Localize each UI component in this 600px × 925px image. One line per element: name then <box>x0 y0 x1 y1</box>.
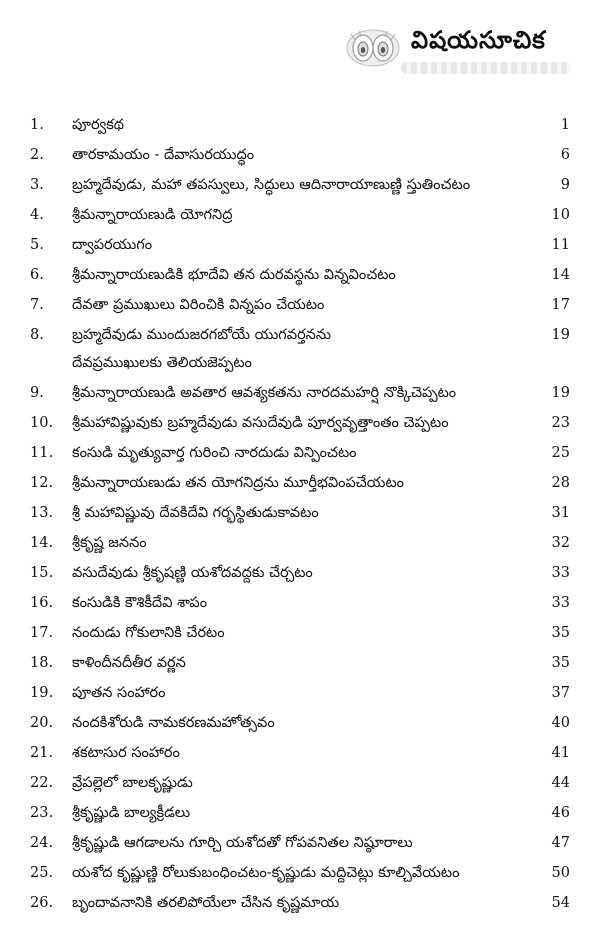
toc-entry-page: 19 <box>551 327 570 343</box>
toc-entry-title: యశోద కృష్ణుణ్ణి రోలుకుబంధించటం-కృష్ణుడు మద్దిచెట్లు కూల్చివేయటం <box>72 865 460 881</box>
toc-entry-title: దేవతా ప్రముఖులు విరించికి విన్నపం చేయటం <box>72 297 325 313</box>
toc-entry-page: 54 <box>551 895 570 911</box>
toc-entry <box>30 558 570 588</box>
toc-entry <box>30 140 570 170</box>
toc-entry-number: 8. <box>30 327 44 343</box>
toc-entry-title: నందుడు గోకులానికి చేరటం <box>72 625 225 641</box>
toc-entry-title: తారకామయం - దేవాసురయుద్ధం <box>72 147 255 163</box>
toc-entry-number: 21. <box>30 745 54 761</box>
toc-entry <box>30 408 570 438</box>
toc-entry-title: శ్రీమన్నారాయణుడు తన యోగనిద్రను మూర్తీభవింపచేయటం <box>72 475 404 491</box>
toc-entry-page: 10 <box>551 207 570 223</box>
toc-entry-page: 1 <box>560 117 570 133</box>
toc-entry-title: శ్రీకృష్ణుడి ఆగడాలను గూర్చి యశోదతో గోపవనితల నిష్ఠూరాలు <box>72 835 413 851</box>
toc-entry-page: 44 <box>551 775 570 791</box>
toc-entry-page: 31 <box>551 505 570 521</box>
toc-entry-number: 26. <box>30 895 54 911</box>
toc-entry-page: 14 <box>551 267 570 283</box>
toc-entry <box>30 498 570 528</box>
toc-entry <box>30 858 570 888</box>
toc-entry-number: 17. <box>30 625 54 641</box>
toc-entry <box>30 708 570 738</box>
toc-entry-page: 35 <box>551 655 570 671</box>
toc-entry-number: 25. <box>30 865 54 881</box>
toc-entry-title: శకటాసుర సంహారం <box>72 745 180 761</box>
toc-entry-number: 9. <box>30 385 44 401</box>
toc-entry-number: 23. <box>30 805 54 821</box>
toc-entry-number: 24. <box>30 835 54 851</box>
toc-entry-number: 4. <box>30 207 44 223</box>
toc-entry-page: 37 <box>551 685 570 701</box>
toc-entry-number: 3. <box>30 177 44 193</box>
toc-entry-page: 32 <box>551 535 570 551</box>
toc-entry-title: కంసుడి మృత్యువార్త గురించి నారదుడు విన్పించటం <box>72 445 357 461</box>
toc-entry-title: శ్రీ మహావిష్ణువు దేవకిదేవి గర్భస్థితుడుకావటం <box>72 505 319 521</box>
toc-entry <box>30 678 570 708</box>
toc-entry-number: 14. <box>30 535 54 551</box>
toc-entry-page: 19 <box>551 385 570 401</box>
toc-entry-title: బ్రహ్మదేవుడు ముందుజరగబోయే యుగవర్తనను దేవప్రముఖులకు తెలియజెప్పటం <box>72 327 332 371</box>
toc-entry-number: 6. <box>30 267 44 283</box>
toc-entry <box>30 738 570 768</box>
toc-entry-title: వసుదేవుడు శ్రీకృషణ్ణి యశోదవద్దకు చేర్చటం <box>72 565 313 581</box>
toc-entry-title: నందకిశోరుడి నామకరణమహోత్సవం <box>72 715 275 731</box>
toc-entry-number: 5. <box>30 237 44 253</box>
toc-entry <box>30 768 570 798</box>
toc-entry-number: 15. <box>30 565 54 581</box>
toc-entry-title: శ్రీకృష్ణుడి బాల్యక్రీడలు <box>72 805 191 821</box>
toc-entry-page: 40 <box>551 715 570 731</box>
toc-entry-number: 1. <box>30 117 44 133</box>
toc-entry-number: 20. <box>30 715 54 731</box>
toc-entry-page: 35 <box>551 625 570 641</box>
toc-entry-page: 17 <box>551 297 570 313</box>
page-header <box>345 24 575 76</box>
toc-entry-title: పూతన సంహారం <box>72 685 166 701</box>
page-title: విషయసూచిక <box>411 26 546 54</box>
toc-entry-title: కాళిందీనదీతీర వర్ణన <box>72 655 186 671</box>
toc-entry-page: 47 <box>551 835 570 851</box>
toc-entry <box>30 260 570 290</box>
toc-entry <box>30 230 570 260</box>
peacock-feather-emblem-icon <box>345 28 401 68</box>
toc-entry-page: 33 <box>551 565 570 581</box>
toc-entry-page: 11 <box>551 237 570 253</box>
toc-entry-title: శ్రీమన్నారాయణుడి యోగనిద్ర <box>72 207 233 223</box>
toc-entry <box>30 468 570 498</box>
toc-entry-number: 22. <box>30 775 54 791</box>
toc-entry-title: శ్రీమన్నారాయణుడి అవతార ఆవశ్యకతను నారదమహర్షి నొక్కిచెప్పటం <box>72 385 457 401</box>
toc-entry-title: కంసుడికి కౌశికీదేవి శాపం <box>72 595 208 611</box>
toc-entry <box>30 798 570 828</box>
toc-entry <box>30 588 570 618</box>
toc-entry-title: బ్రహ్మదేవుడు, మహా తపస్వులు, సిద్ధులు ఆదినారాయాణుణ్ణి స్తుతించటం <box>72 177 471 193</box>
toc-entry <box>30 320 570 378</box>
toc-entry-page: 25 <box>551 445 570 461</box>
toc-entry-title: శ్రీకృష్ణ జననం <box>72 535 147 551</box>
toc-entry <box>30 648 570 678</box>
toc-entry-page: 9 <box>560 177 570 193</box>
table-of-contents <box>30 110 570 918</box>
toc-entry <box>30 528 570 558</box>
toc-entry-page: 41 <box>551 745 570 761</box>
toc-entry-page: 6 <box>560 147 570 163</box>
toc-entry <box>30 200 570 230</box>
toc-entry-number: 19. <box>30 685 54 701</box>
toc-entry <box>30 438 570 468</box>
toc-entry-page: 33 <box>551 595 570 611</box>
toc-entry-number: 2. <box>30 147 44 163</box>
title-decoration <box>401 62 571 74</box>
toc-entry-number: 13. <box>30 505 54 521</box>
toc-entry-number: 11. <box>30 445 54 461</box>
toc-entry <box>30 618 570 648</box>
toc-entry-title: పూర్వకథ <box>72 117 125 133</box>
toc-entry-page: 46 <box>551 805 570 821</box>
toc-entry <box>30 888 570 918</box>
toc-entry-number: 12. <box>30 475 54 491</box>
toc-entry-title: బృందావనానికి తరలిపోయేలా చేసిన కృష్ణమాయ <box>72 895 340 911</box>
toc-entry-number: 10. <box>30 415 54 431</box>
toc-entry <box>30 110 570 140</box>
toc-entry-title: శ్రీమన్నారాయణుడికి భూదేవి తన దురవస్థను విన్నవించటం <box>72 267 396 283</box>
toc-entry-number: 16. <box>30 595 54 611</box>
toc-entry <box>30 170 570 200</box>
toc-entry-page: 23 <box>551 415 570 431</box>
toc-entry-title: శ్రీమహావిష్ణువుకు బ్రహ్మదేవుడు వసుదేవుడి పూర్వవృత్తాంతం చెప్పటం <box>72 415 449 431</box>
toc-entry-page: 28 <box>551 475 570 491</box>
toc-entry <box>30 828 570 858</box>
toc-entry-title: ద్వాపరయుగం <box>72 237 153 253</box>
toc-entry-number: 18. <box>30 655 54 671</box>
toc-entry-number: 7. <box>30 297 44 313</box>
toc-entry <box>30 290 570 320</box>
toc-entry-title: వ్రేపల్లెలో బాలకృష్ణుడు <box>72 775 193 791</box>
toc-entry-page: 50 <box>551 865 570 881</box>
toc-entry <box>30 378 570 408</box>
